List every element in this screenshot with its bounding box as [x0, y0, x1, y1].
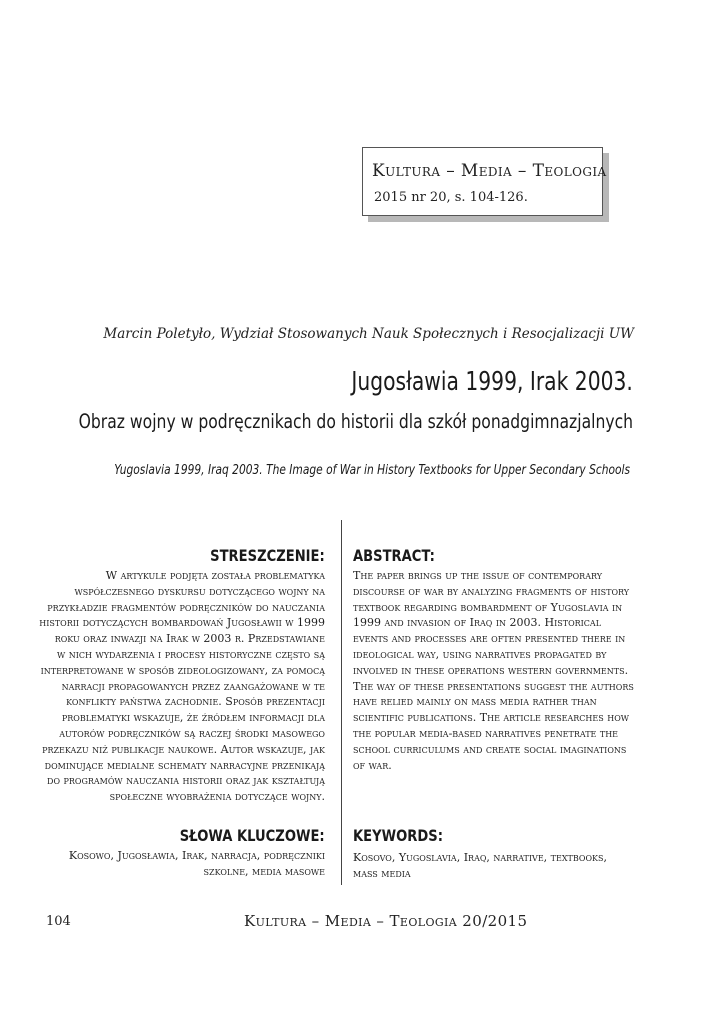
- footer-journal: Kultura – Media – Teologia 20/2015: [244, 912, 528, 930]
- keywords-pl-heading: SŁOWA KLUCZOWE:: [180, 826, 325, 845]
- article-subtitle: Obraz wojny w podręcznikach do historii dla szkół ponadgimnazjalnych: [78, 410, 633, 433]
- column-divider: [341, 520, 342, 885]
- abstract-pl-body: [39, 568, 325, 805]
- abstract-pl-line: W artykule podjęta została problematyka: [105, 569, 325, 582]
- abstract-pl-line: konflikty państwa zachodnie. Sposób prezentacji: [66, 695, 325, 709]
- abstract-pl-line: roku oraz inwazji na Irak w 2003 r. Przedstawiane: [54, 632, 325, 646]
- keywords-pl-body: [69, 848, 325, 880]
- abstract-en-line: The way of these presentations suggest the authors: [353, 679, 634, 693]
- abstract-en-line: the popular media-based narratives penetrate the: [353, 726, 619, 740]
- abstract-en-heading: ABSTRACT:: [353, 546, 435, 565]
- article-title: Jugosławia 1999, Irak 2003.: [351, 367, 633, 397]
- abstract-pl-line: do programów nauczania historii oraz jak kształtują: [47, 774, 325, 788]
- abstract-en-line: ideological way, using narratives propagated by: [353, 647, 607, 661]
- abstract-pl-line: dominujące medialne schematy narracyjne przenikają: [44, 758, 325, 772]
- abstract-pl-line: przekazu niż publikacje naukowe. Autor wskazuje, jak: [42, 742, 325, 756]
- abstract-pl-line: społeczne wyobrażenia dotyczące wojny.: [109, 790, 325, 804]
- abstract-pl-line: narracji propagowanych przez zaangażowane w te: [61, 679, 325, 693]
- abstract-pl-line: historii dotyczących bombardowań Jugosławii w 1999: [39, 616, 325, 630]
- abstract-pl-line: autorów podręczników są raczej środki masowego: [59, 726, 325, 740]
- abstract-en-line: involved in these operations western governments.: [353, 663, 629, 677]
- abstract-en-line: textbook regarding bombardment of Yugoslavia in: [353, 600, 623, 614]
- abstract-en-body: [353, 568, 634, 773]
- author-line: Marcin Poletyło, Wydział Stosowanych Nauk Społecznych i Resocjalizacji UW: [103, 326, 634, 342]
- keywords-en-line: mass media: [353, 866, 411, 880]
- keywords-en-line: Kosovo, Yugoslavia, Iraq, narrative, textbooks,: [353, 851, 607, 864]
- abstract-pl-line: współczesnego dyskursu dotyczącego wojny na: [74, 584, 325, 598]
- abstract-pl-line: przykładzie fragmentów podręczników do nauczania: [47, 600, 325, 614]
- keywords-en-heading: KEYWORDS:: [353, 826, 443, 845]
- abstract-en-line: The paper brings up the issue of contemporary: [353, 569, 603, 582]
- article-title-english: Yugoslavia 1999, Iraq 2003. The Image of War in History Textbooks for Upper Secondary Schools: [114, 463, 630, 478]
- abstract-en-line: discourse of war by analyzing fragments of history: [353, 584, 630, 598]
- abstract-en-line: have relied mainly on mass media rather than: [353, 695, 597, 709]
- abstract-pl-heading: STRESZCZENIE:: [210, 546, 325, 565]
- abstract-en-line: of war.: [353, 758, 392, 772]
- abstract-pl-line: interpretowane w sposób zideologizowany, za pomocą: [40, 663, 325, 677]
- keywords-pl-line: szkolne, media masowe: [203, 864, 325, 878]
- journal-info-box: [362, 147, 607, 216]
- journal-issue: 2015 nr 20, s. 104-126.: [374, 190, 528, 205]
- journal-title: Kultura – Media – Teologia: [372, 161, 607, 181]
- abstract-en-line: 1999 and invasion of Iraq in 2003. Historical: [353, 616, 602, 630]
- abstract-en-line: events and processes are often presented there in: [353, 632, 626, 646]
- abstract-pl-line: w nich wydarzenia i procesy historyczne często są: [57, 647, 325, 661]
- abstract-en-line: school curriculums and create social imaginations: [353, 742, 627, 756]
- abstract-pl-line: problematyki wskazuje, że źródłem informacji dla: [61, 711, 325, 725]
- abstract-en-line: scientific publications. The article researches how: [353, 711, 629, 725]
- keywords-pl-line: Kosowo, Jugosławia, Irak, narracja, podręczniki: [68, 849, 325, 862]
- page-number: 104: [46, 914, 71, 929]
- keywords-en-body: [353, 850, 607, 882]
